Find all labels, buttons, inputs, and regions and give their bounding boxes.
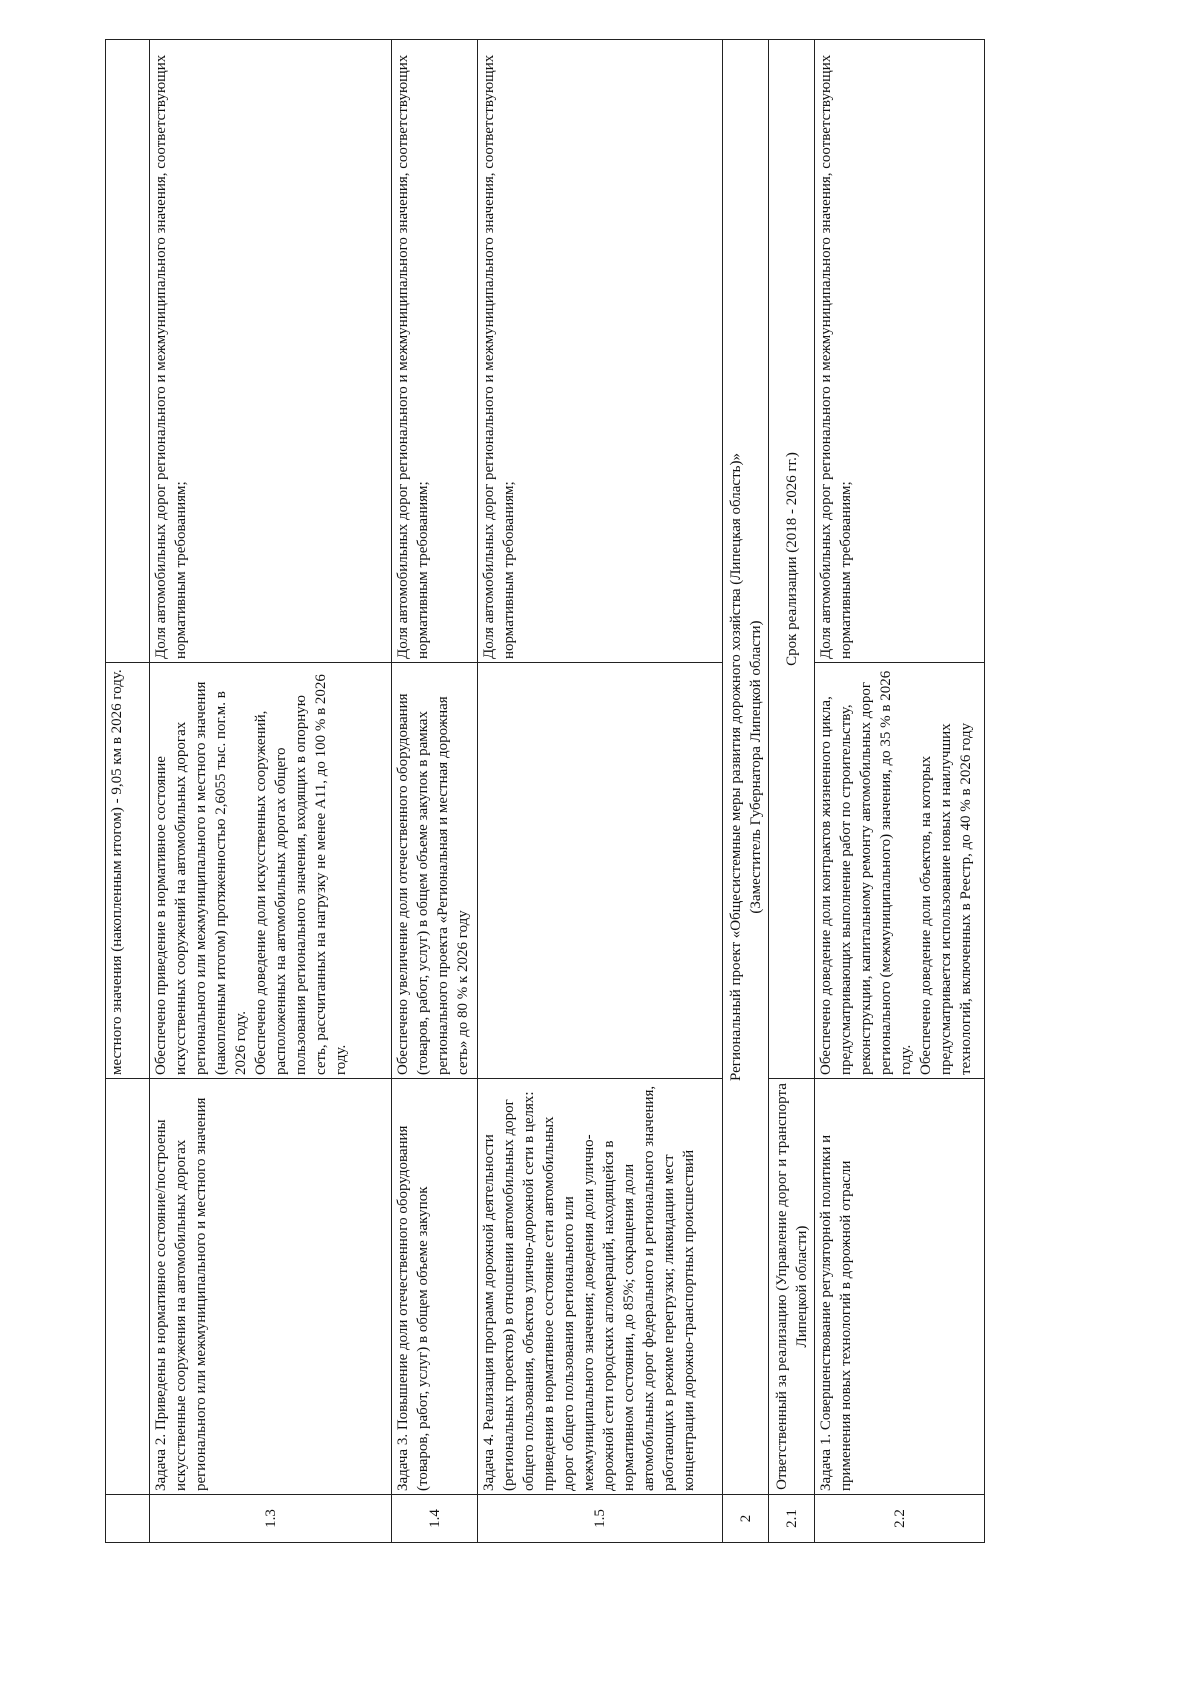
table-row [392, 40, 478, 1543]
result-text: Обеспечено приведение в нормативное состояние искусственных сооружений на автомобильных дорогах регионального или межмуниципального и местного значения (накопленным итогом) протяженностью 2,6055 тыс. пог.м. в 2026 году. [153, 681, 249, 1075]
task-cell: Задача 2. Приведены в нормативное состояние/построены искусственные сооружения на автомобильных дорогах регионального или межмуниципального и местного значения [150, 1079, 392, 1495]
row-number-cell: 1.3 [150, 1495, 392, 1543]
table-row [815, 40, 985, 1543]
indicator-cell: Доля автомобильных дорог регионального и межмуниципального значения, соответствующих нормативным требованиям; [392, 40, 478, 663]
row-number-cell: 2.1 [769, 1495, 815, 1543]
table-row [723, 40, 769, 1543]
result-text: Обеспечено доведение доли контрактов жизненного цикла, предусматривающих выполнение работ по строительству, реконструкции, капитальному ремонту автомобильных дорог регионального (межмуниципального) значения, до 35 % в 2026 году. [818, 670, 914, 1075]
result-text: Обеспечено доведение доли объектов, на которых предусматривается использование новых и наилучших технологий, включенных в Реестр, до 40 % в 2026 году [918, 722, 974, 1075]
indicator-cell: Доля автомобильных дорог регионального и межмуниципального значения, соответствующих нормативным требованиям; [815, 40, 985, 663]
result-cell: местного значения (накопленным итогом) - 9,05 км в 2026 году. [106, 663, 150, 1079]
program-table [105, 39, 985, 1543]
task-cell: Задача 4. Реализация программ дорожной деятельности (региональных проектов) в отношении автомобильных дорог общего пользования, объектов улично-дорожной сети в целях: приведения в нормативное состояние сети автомобильных дорог общего пользования регионального или межмуниципального значения; доведения доли улично-дорожной сети городских агломераций, находящейся в нормативном состоянии, до 85%; сокращения доли автомобильных дорог федерального и регионального значения, работающих в режиме перегрузки; ликвидации мест концентрации дорожно-транспортных происшествий [478, 1079, 723, 1495]
rotated-page [105, 40, 1071, 1543]
result-cell: Обеспечено увеличение доли отечественного оборудования (товаров, работ, услуг) в общем объеме закупок в рамках регионального проекта «Региональная и местная дорожная сеть» до 80 % к 2026 году [392, 663, 478, 1079]
task-cell: Задача 1. Совершенствование регуляторной политики и применения новых технологий в дорожной отрасли [815, 1079, 985, 1495]
table-row [478, 40, 723, 1543]
responsible-cell: Ответственный за реализацию (Управление дорог и транспорта Липецкой области) [769, 1079, 815, 1495]
task-cell: Задача 3. Повышение доли отечественного оборудования (товаров, работ, услуг) в общем объеме закупок [392, 1079, 478, 1495]
result-text: Обеспечено доведение доли искусственных сооружений, расположенных на автомобильных дорогах общего пользования регионального значения, входящих в опорную сеть, рассчитанных на нагрузку не менее А11, до 100 % в 2026 году. [253, 674, 349, 1075]
row-number-cell: 2 [723, 1495, 769, 1543]
project-title-line: Региональный проект «Общесистемные меры развития дорожного хозяйства (Липецкая область)» [727, 453, 744, 1081]
period-cell: Срок реализации (2018 - 2026 гг.) [769, 40, 815, 1079]
table-row [769, 40, 815, 1543]
row-number-cell [106, 1495, 150, 1543]
row-number-cell: 2.2 [815, 1495, 985, 1543]
row-number-cell: 1.4 [392, 1495, 478, 1543]
indicator-cell: Доля автомобильных дорог регионального и межмуниципального значения, соответствующих нормативным требованиям; [478, 40, 723, 663]
result-cell [478, 663, 723, 1079]
indicator-cell [106, 40, 150, 663]
result-cell [150, 663, 392, 1079]
table-row [150, 40, 392, 1543]
row-number-cell: 1.5 [478, 1495, 723, 1543]
result-cell [815, 663, 985, 1079]
project-curator-line: (Заместитель Губернатора Липецкой области) [747, 620, 764, 914]
table-row [106, 40, 150, 1543]
indicator-cell: Доля автомобильных дорог регионального и межмуниципального значения, соответствующих нормативным требованиям; [150, 40, 392, 663]
task-cell [106, 1079, 150, 1495]
regional-project-title [723, 40, 769, 1495]
